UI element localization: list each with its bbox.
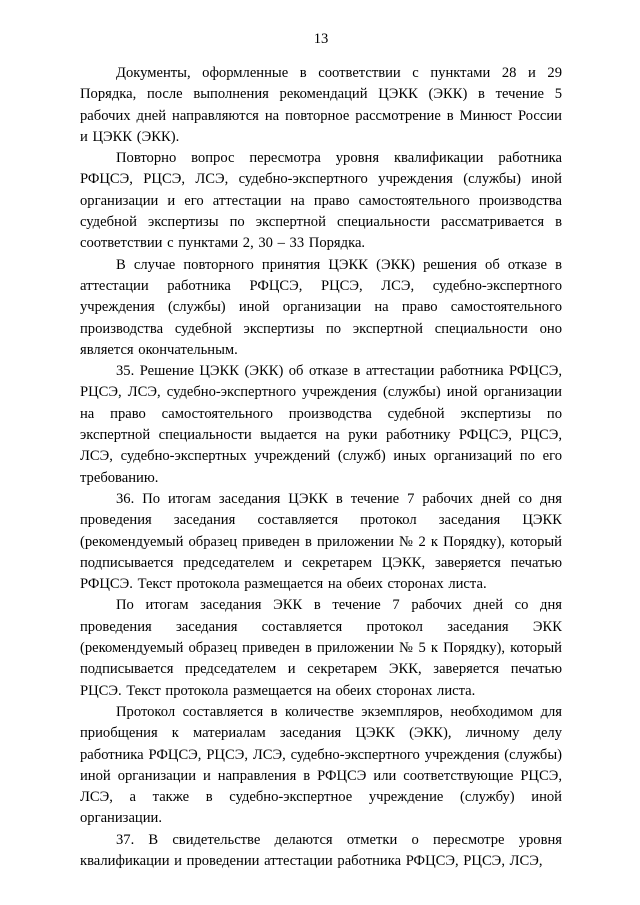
paragraph-5: 36. По итогам заседания ЦЭКК в течение 7 рабочих дней со дня проведения заседания составляется протокол заседания ЦЭКК (рекомендуемый образец приведен в приложении № 2 к Порядку), который подписывается председателем и секретарем ЦЭКК, заверяется печатью РФЦСЭ. Текст протокола размещается на обеих сторонах листа.: [80, 490, 562, 593]
paragraph-8: 37. В свидетельстве делаются отметки о пересмотре уровня квалификации и проведении аттестации работника РФЦСЭ, РЦСЭ, ЛСЭ,: [80, 831, 562, 869]
paragraph-2: Повторно вопрос пересмотра уровня квалификации работника РФЦСЭ, РЦСЭ, ЛСЭ, судебно-экспертного учреждения (службы) иной организации и его аттестации на право самостоятельного производства судебной экспертизы по экспертной специальности рассматривается в соответствии с пунктами 2, 30 – 33 Порядка.: [80, 150, 562, 252]
paragraph-1: Документы, оформленные в соответствии с пунктами 28 и 29 Порядка, после выполнения рекомендаций ЦЭКК (ЭКК) в течение 5 рабочих дней направляются на повторное рассмотрение в Минюст России и ЦЭКК (ЭКК).: [80, 65, 562, 145]
document-body: [80, 63, 562, 872]
paragraph-6: По итогам заседания ЭКК в течение 7 рабочих дней со дня проведения заседания составляется протокол заседания ЭКК (рекомендуемый образец приведен в приложении № 5 к Порядку), который подписывается председателем и секретарем ЭКК, заверяется печатью РЦСЭ. Текст протокола размещается на обеих сторонах листа.: [80, 597, 562, 699]
paragraph-7: Протокол составляется в количестве экземпляров, необходимом для приобщения к материалам заседания ЦЭКК (ЭКК), личному делу работника РФЦСЭ, РЦСЭ, ЛСЭ, судебно-экспертного учреждения (службы) иной организации и направления в РФЦСЭ или соответствующие РЦСЭ, ЛСЭ, а также в судебно-экспертное учреждение (службу) иной организации.: [80, 703, 562, 827]
paragraph-3: В случае повторного принятия ЦЭКК (ЭКК) решения об отказе в аттестации работника РФЦСЭ, РЦСЭ, ЛСЭ, судебно-экспертного учреждения (службы) иной организации на право самостоятельного производства судебной экспертизы по экспертной специальности оно является окончательным.: [80, 256, 562, 358]
page-number: 13: [313, 31, 329, 47]
paragraph-4: 35. Решение ЦЭКК (ЭКК) об отказе в аттестации работника РФЦСЭ, РЦСЭ, ЛСЭ, судебно-экспертного учреждения (службы) иной организации на право самостоятельного производства судебной экспертизы по экспертной специальности выдается на руки работнику РФЦСЭ, РЦСЭ, ЛСЭ, судебно-экспертных учреждений (служб) иных организаций по его требованию.: [80, 363, 562, 486]
